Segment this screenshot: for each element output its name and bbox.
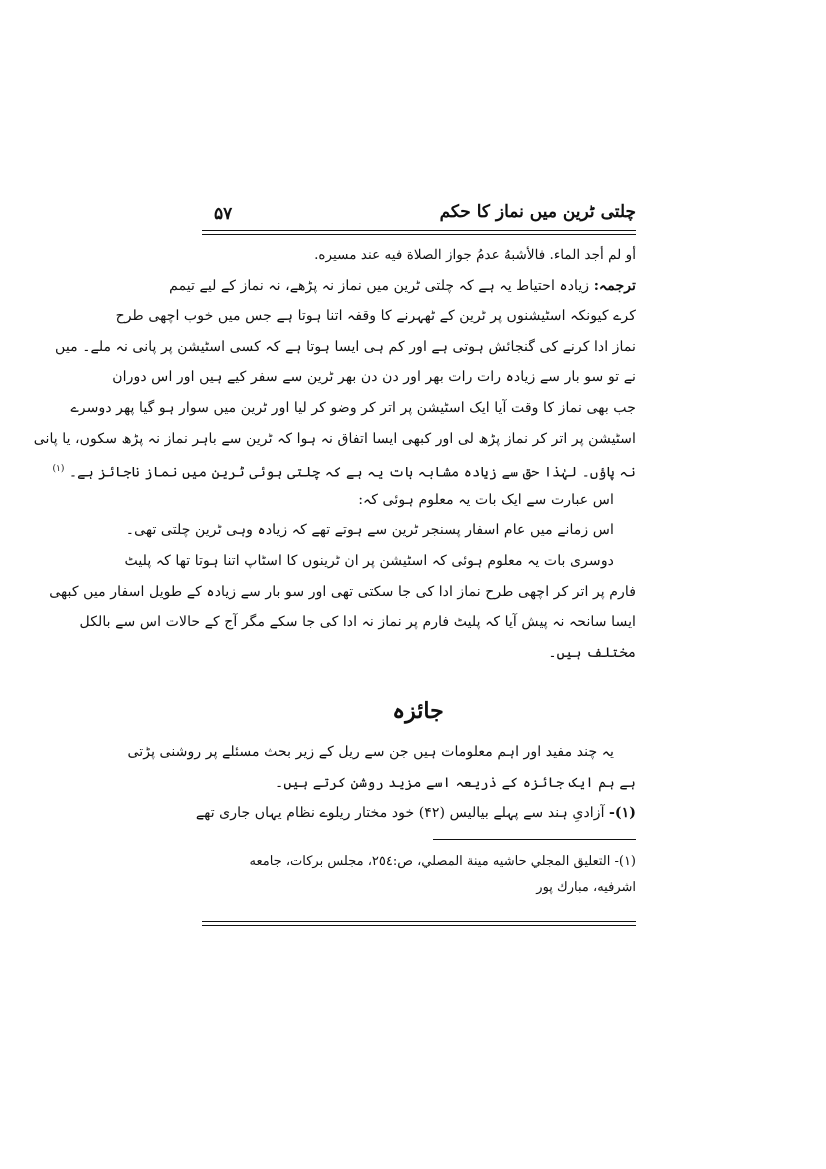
text-line-content: نہ پاؤں۔ لہٰذا حق سے زیادہ مشابہ بات یہ ہے کہ چلتی ہوئی ٹرین میں نماز ناجائز ہے۔ [68,464,636,481]
footnote-line: (۱)- التعليق المجلي حاشيه مينة المصلي، ص:٢٥٤، مجلس بركات، جامعه [249,854,636,869]
text-line: اس عبارت سے ایک بات یہ معلوم ہوئی کہ: [358,491,614,508]
text-line: مختلف ہیں۔ [548,644,636,661]
translation-line [169,271,636,302]
footnote [200,849,636,901]
text-line: دوسری بات یہ معلوم ہوئی کہ اسٹیشن پر ان ٹرینوں کا اسٹاپ اتنا ہوتا تھا کہ پلیٹ [124,552,614,569]
main-text [33,240,636,668]
section-text [127,737,636,829]
running-header-title: چلتی ٹرین میں نماز کا حکم [439,202,636,222]
translation-text: زیادہ احتیاط یہ ہے کہ چلتی ٹرین میں نماز نہ پڑھے، نہ نماز کے لیے تیمم [169,277,590,294]
text-line: کرے کیونکہ اسٹیشنوں پر ٹرین کے ٹھہرنے کا وقفہ اتنا ہوتا ہے جس میں خوب اچھی طرح [115,308,636,325]
list-item [195,798,636,829]
text-line: ایسا سانحہ نہ پیش آیا کہ پلیٹ فارم پر نماز نہ ادا کی جا سکے مگر آج کے حالات اس سے بالکل [79,614,636,631]
text-line: یہ چند مفید اور اہم معلومات ہیں جن سے ریل کے زیر بحث مسئلے پر روشنی پڑتی [127,744,614,760]
text-line: اسٹیشن پر اتر کر نماز پڑھ لی اور کبھی ایسا اتفاق نہ ہوا کہ ٹرین سے باہر نماز نہ پڑھ سکوں، یا پانی [33,430,636,447]
list-item-label: (۱)- [609,805,636,822]
footnote-marker: (۱) [52,464,65,475]
arabic-quote-line: أو لم أجد الماء. فالأشبهُ عدمُ جواز الصلاة فيه عند مسيره. [314,247,636,263]
translation-label: ترجمہ: [593,277,636,294]
list-item-text: آزادیِ ہند سے پہلے بیالیس (۴۲) خود مختار ریلوے نظام یہاں جاری تھے [195,805,605,822]
text-line [52,454,636,485]
text-line: نے تو سو بار سے زیادہ رات رات بھر اور دن دن بھر ٹرین سے سفر کیے ہیں اور اس دوران [112,369,636,386]
footer-divider [202,921,636,926]
section-heading: جائزہ [392,698,444,724]
footnote-divider [433,839,636,840]
page-number: ۵۷ [214,204,233,224]
footnote-line: اشرفيه، مبارك پور [536,880,636,895]
header-divider [202,230,636,235]
text-line: ہے ہم ایک جائزہ کے ذریعہ اسے مزید روشن کرتے ہیں۔ [275,774,636,791]
text-line: اس زمانے میں عام اسفار پسنجر ٹرین سے ہوتے تھے کہ زیادہ وہی ٹرین چلتی تھی۔ [125,522,614,539]
text-line: جب بھی نماز کا وقت آیا ایک اسٹیشن پر اتر کر وضو کر لیا اور ٹرین میں سوار ہو گیا پھر دوسرے [70,399,636,416]
text-line: نماز ادا کرنے کی گنجائش ہوتی ہے اور کم ہی ایسا ہوتا ہے کہ کسی اسٹیشن پر پانی نہ ملے۔ میں [55,338,636,355]
running-header [202,200,636,230]
text-line: فارم پر اتر کر اچھی طرح نماز ادا کی جا سکتی تھی اور سو بار سے زیادہ کے طویل اسفار میں کبھی [49,583,636,600]
